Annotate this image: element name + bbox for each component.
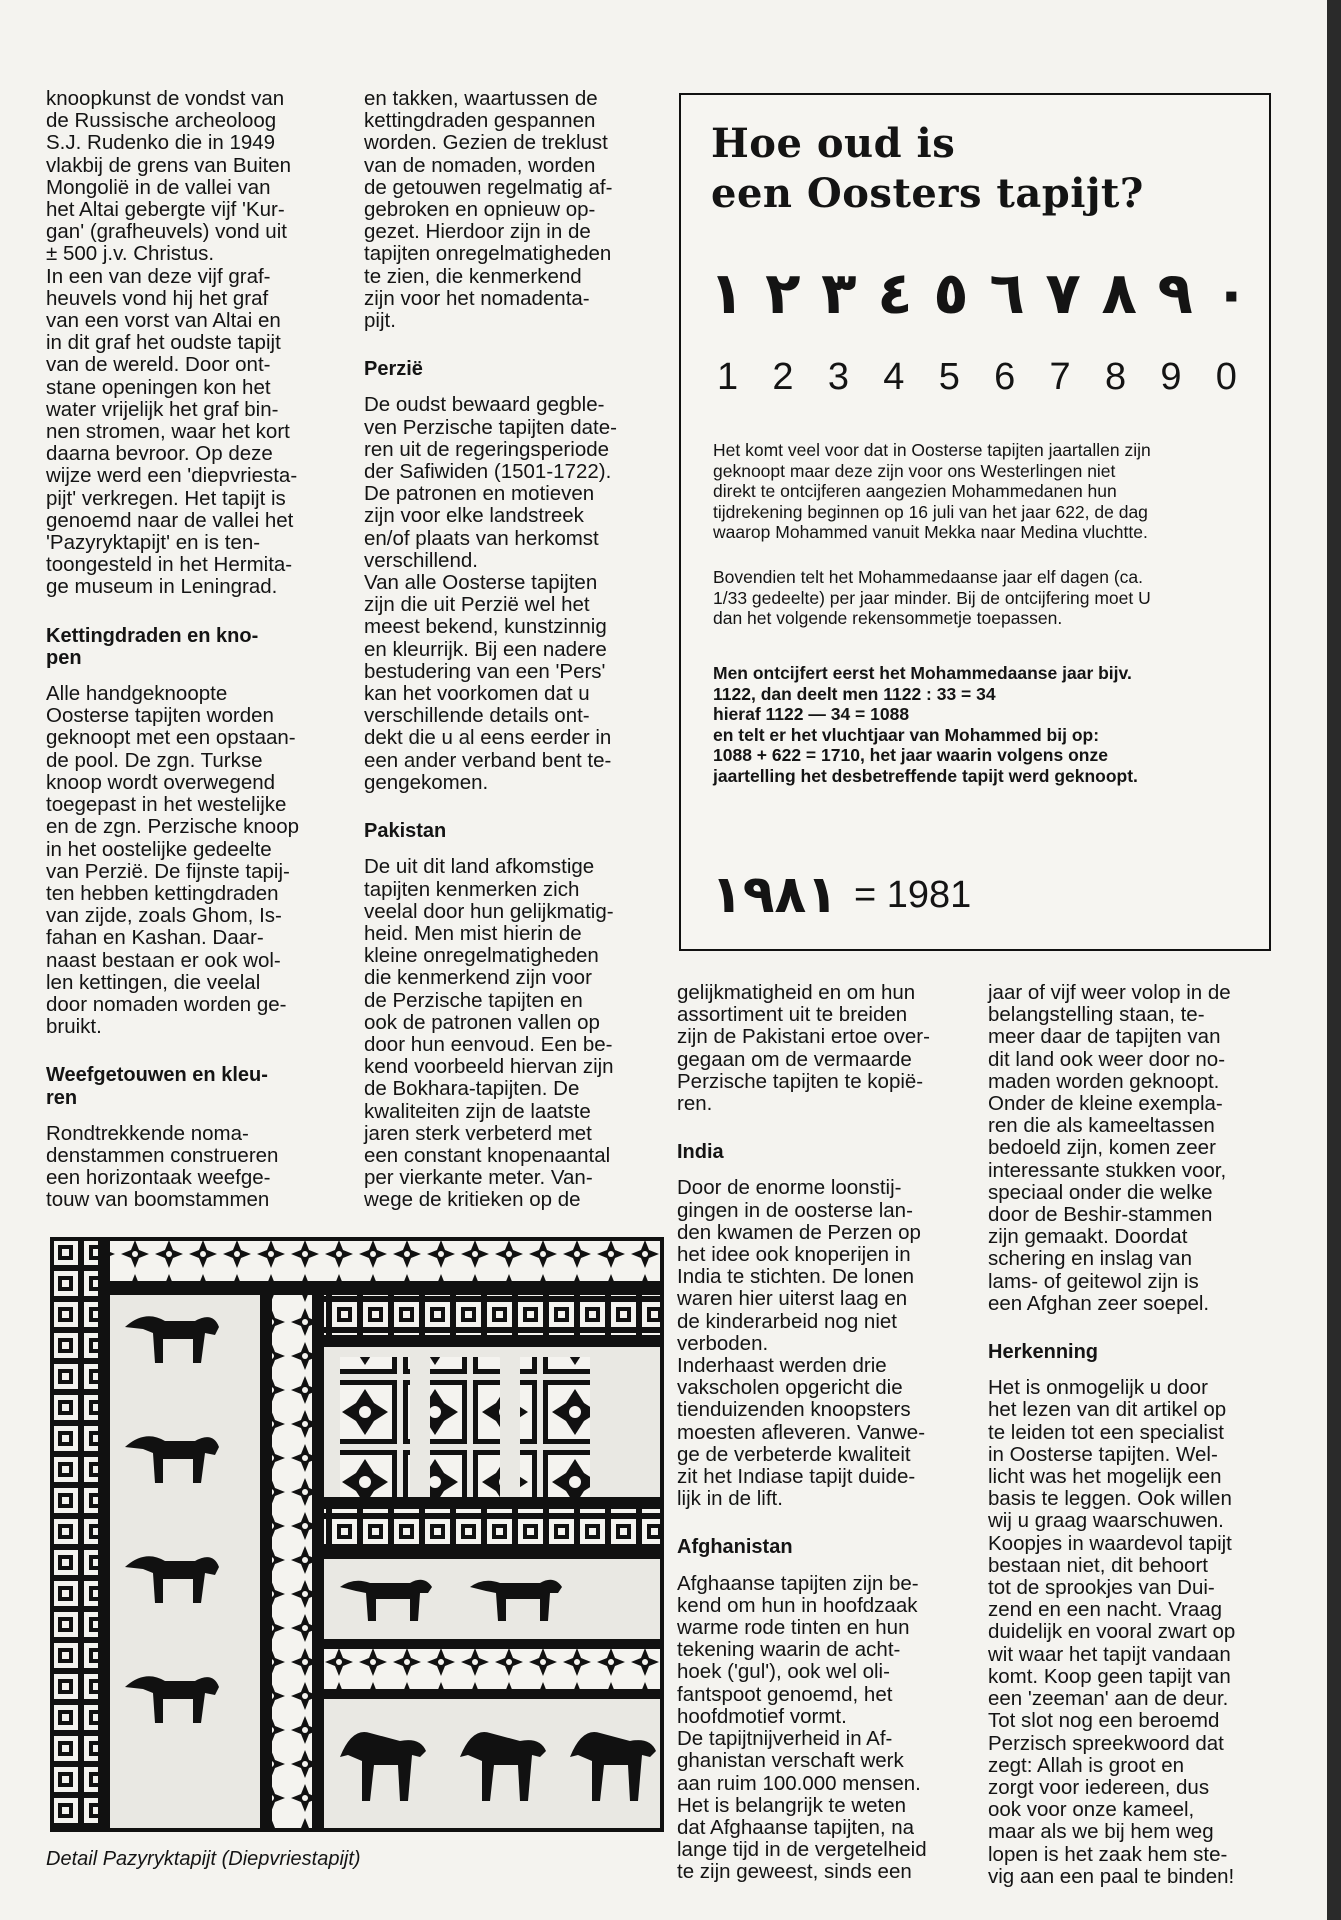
paragraph: Het is onmogelijk u door het lezen van dit artikel op te leiden tot een specialist in Oosterse tapijten. Wel- licht was het mogelijk een basis te leggen. Ook willen wij u graag waarschuwen. Koopjes in waardevol tapijt bestaan niet, dit behoort tot de sprookjes van Dui- zend en een nacht. Vraag duidelijk en vooral zwart op wit waar het tapijt vandaan komt. Koop geen tapijt van een 'zeeman' aan de deur. Tot slot nog een beroemd Perzisch spreekwoord dat zegt: Allah is groot en zorgt voor iedereen, dus ook voor onze kameel, maar als we bij hem weg lopen is het zaak hem ste- vig aan een paal te binden!: [988, 1376, 1236, 1888]
arabic-digit: ٢: [765, 259, 801, 327]
carpet-illustration: [50, 1237, 664, 1832]
latin-digit: 3: [827, 356, 849, 398]
column-4: [988, 982, 1293, 1888]
heading-afghanistan: Afghanistan: [677, 1536, 793, 1559]
column-2: [364, 88, 664, 1212]
paragraph: Door de enorme loonstij- gingen in de oosterse lan- den kwamen de Perzen op het idee ook knoperijen in India te stichten. De lonen waren hier uiterst laag en de kinderarbeid nog niet verboden. Inderhaast werden drie vakscholen opgericht die tienduizenden knoopsters moesten afleveren. Vanwe- ge de verbeterde kwaliteit zit het Indiase tapijt duide- lijk in de lift.: [677, 1176, 926, 1511]
latin-digit: 8: [1104, 356, 1127, 398]
year-example: [711, 865, 971, 925]
arabic-digits-row: [709, 259, 1249, 327]
latin-digit: 4: [883, 356, 905, 398]
info-box: [679, 93, 1271, 951]
latin-digit: 2: [772, 356, 794, 398]
latin-digit: 7: [1049, 356, 1071, 398]
paragraph: De oudst bewaard gegble- ven Perzische tapijten date- ren uit de regeringsperiode der Safiwiden (1501-1722). De patronen en motieven zijn voor elke landstreek en/of plaats van herkomst verschillend. Van alle Oosterse tapijten zijn die uit Perzië wel het meest bekend, kunstzinnig en kleurrijk. Bij een nadere bestudering van een 'Pers' kan het voorkomen dat u verschillende details ont- dekt die u al eens eerder in een ander verband bent te- gengekomen.: [364, 393, 617, 794]
latin-digit: 6: [994, 356, 1016, 398]
arabic-digit: ٧: [1045, 259, 1081, 327]
page-edge: [1327, 0, 1341, 1920]
box-paragraph: Het komt veel voor dat in Oosterse tapijten jaartallen zijn geknoopt maar deze zijn voor ons Westerlingen niet direkt te ontcijferen aangezien Mohammedanen hun tijdrekening beginnen op 16 juli van het jaar 622, de dag waarop Mohammed vanuit Mekka naar Medina vluchtte.: [713, 440, 1151, 542]
latin-digit: 0: [1215, 356, 1237, 398]
arabic-digit: ٥: [933, 259, 969, 327]
latin-digits-row: [717, 357, 1237, 397]
heading-india: India: [677, 1141, 724, 1164]
heading-herkenning: Herkenning: [988, 1341, 1099, 1364]
latin-digit: 9: [1160, 356, 1182, 398]
arabic-digit: ٤: [877, 259, 913, 327]
image-caption: Detail Pazyryktapijt (Diepvriestapijt): [46, 1848, 361, 1870]
paragraph: jaar of vijf weer volop in de belangstelling staan, te- meer daar de tapijten van dit land ook weer door no- maden worden geknoopt. Onder de kleine exempla- ren die als kameeltassen bedoeld zijn, komen zeer interessante stukken voor, speciaal onder die welke door de Beshir-stammen zijn gemaakt. Doordat schering en inslag van lams- of geitewol zijn is een Afghan zeer soepel.: [988, 981, 1231, 1315]
paragraph: Rondtrekkende noma- denstammen construeren een horizontaak weefge- touw van boomstammen: [46, 1121, 279, 1212]
arabic-digit: ٨: [1101, 259, 1137, 327]
box-title: Hoe oud is een Oosters tapijt?: [711, 120, 1144, 217]
latin-digit: 1: [717, 356, 739, 398]
heading-pakistan: Pakistan: [364, 820, 447, 843]
heading-kettingdraden: Kettingdraden en kno- pen: [46, 624, 259, 669]
heading-perzie: Perzië: [364, 358, 423, 381]
arabic-digit: ١: [709, 259, 745, 327]
column-1: [46, 88, 346, 1212]
paragraph: Alle handgeknoopte Oosterse tapijten worden geknoopt met een opstaan- de pool. De zgn. Turkse knoop wordt overwegend toegepast in het westelijke en de zgn. Perzische knoop in het oostelijke gedeelte van Perzië. De fijnste tapij- ten hebben kettingdraden van zijde, zoals Ghom, Is- fahan en Kashan. Daar- naast bestaan er ook wol- len kettingen, die veelal door nomaden worden ge- bruikt.: [46, 682, 299, 1039]
box-calculation: Men ontcijfert eerst het Mohammedaanse jaar bijv. 1122, dan deelt men 1122 : 33 = 34 hieraf 1122 — 34 = 1088 en telt er het vluchtjaar van Mohammed bij op: 1088 + 622 = 1710, het jaar waarin volgens onze jaartelling het desbetreffende tapijt werd geknoopt.: [713, 663, 1138, 786]
arabic-digit: ٦: [989, 259, 1025, 327]
latin-digit: 5: [938, 356, 960, 398]
paragraph: en takken, waartussen de kettingdraden gespannen worden. Gezien de treklust van de nomaden, worden de getouwen regelmatig af- gebroken en opnieuw op- gezet. Hierdoor zijn in de tapijten onregelmatigheden te zien, die kenmerkend zijn voor het nomadenta- pijt.: [364, 87, 613, 333]
year-western: = 1981: [853, 873, 972, 916]
paragraph: De uit dit land afkomstige tapijten kenmerken zich veelal door hun gelijkmatig- heid. Men mist hierin de kleine onregelmatigheden die kenmerkend zijn voor de Perzische tapijten en ook de patronen vallen op door hun eenvoud. Een be- kend voorbeeld hiervan zijn de Bokhara-tapijten. De kwaliteiten zijn de laatste jaren sterk verbeterd met een constant knopenaantal per vierkante meter. Van- wege de kritieken op de: [364, 855, 614, 1212]
paragraph: knoopkunst de vondst van de Russische archeoloog S.J. Rudenko die in 1949 vlakbij de grens van Buiten Mongolië in de vallei van het Altai gebergte vijf 'Kur- gan' (grafheuvels) vond uit ± 500 j.v. Christus. In een van deze vijf graf- heuvels vond hij het graf van een vorst van Altai en in dit graf het oudste tapijt van de wereld. Door ont- stane openingen kon het water vrijelijk het graf bin- nen stromen, waar het kort daarna bevroor. Op deze wijze werd een 'diepvriesta- pijt' verkregen. Het tapijt is genoemd naar de vallei het 'Pazyryktapijt' en is ten- toongesteld in het Hermita- ge museum in Leningrad.: [46, 87, 298, 599]
year-arabic: ١٩٨١: [711, 865, 838, 925]
column-3: [677, 982, 972, 1884]
arabic-digit: ٠: [1213, 259, 1249, 327]
box-paragraph: Bovendien telt het Mohammedaanse jaar elf dagen (ca. 1/33 gedeelte) per jaar minder. Bij de ontcijfering moet U dan het volgende rekensommetje toepassen.: [713, 567, 1151, 628]
arabic-digit: ٣: [821, 259, 857, 327]
arabic-digit: ٩: [1157, 259, 1193, 327]
heading-weefgetouwen: Weefgetouwen en kleu- ren: [46, 1064, 268, 1109]
paragraph: Afghaanse tapijten zijn be- kend om hun in hoofdzaak warme rode tinten en hun tekening waarin de acht- hoek ('gul'), ook wel oli- fantspoot genoemd, het hoofdmotief vormt. De tapijtnijverheid in Af- ghanistan verschaft werk aan ruim 100.000 mensen. Het is belangrijk te weten dat Afghaanse tapijten, na lange tijd in de vergetelheid te zijn geweest, sinds een: [677, 1571, 927, 1884]
paragraph: gelijkmatigheid en om hun assortiment uit te breiden zijn de Pakistani ertoe over- gegaan om de vermaarde Perzische tapijten te kopië- ren.: [677, 981, 930, 1116]
